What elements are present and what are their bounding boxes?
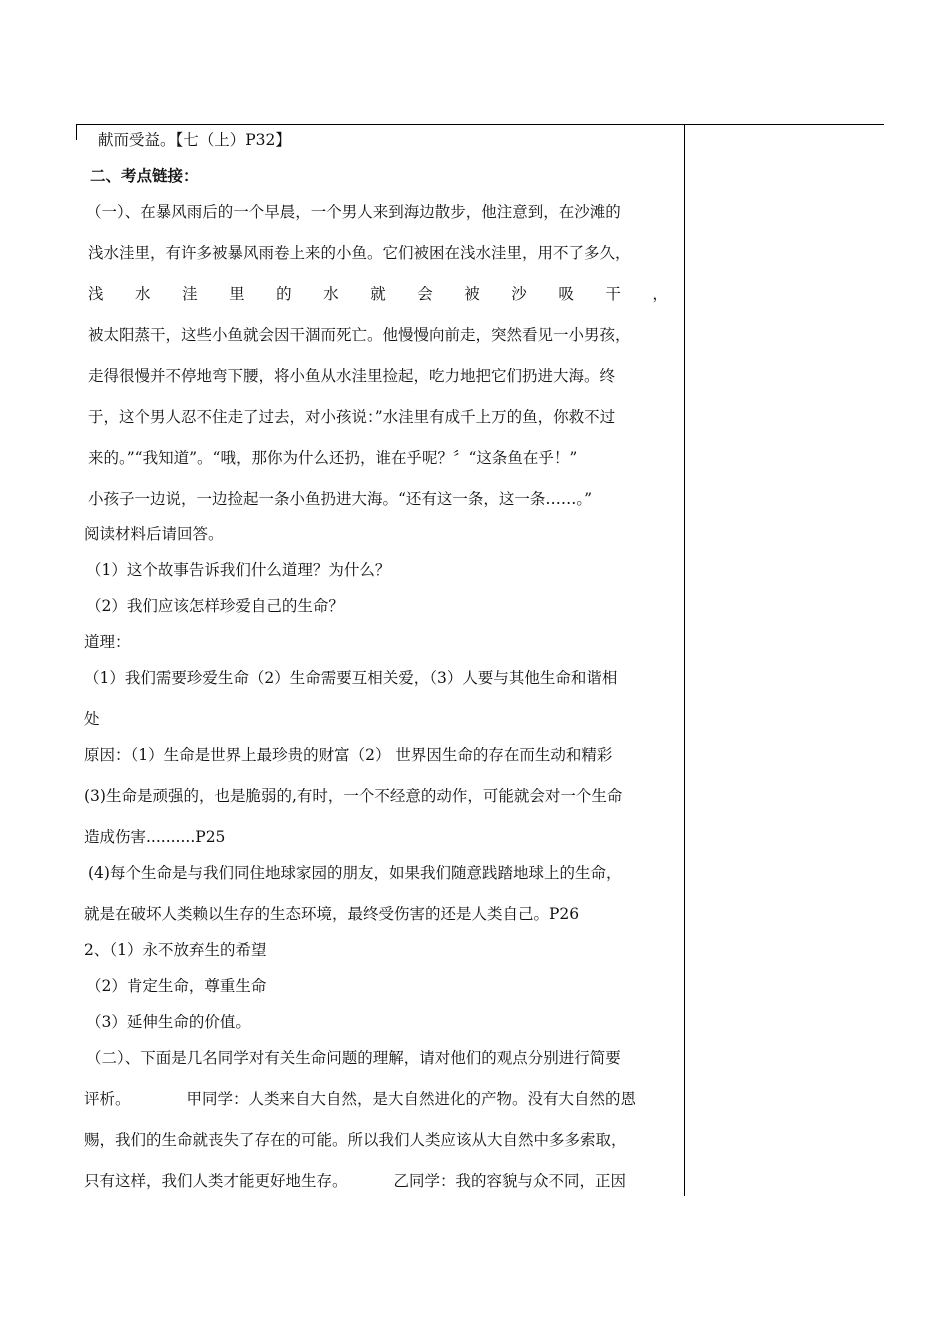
spread-char-1: 水	[135, 285, 151, 303]
spread-char-0: 浅	[88, 285, 104, 303]
spread-char-7: 会	[417, 285, 433, 303]
passage-line-8: 小孩子一边说，一边捡起一条小鱼扔进大海。“还有这一条，这一条……。”	[88, 490, 593, 508]
answer-reason-line-1: 原因：（1）生命是世界上最珍贵的财富（2） 世界因生命的存在而生动和精彩	[84, 746, 613, 764]
text-line-1: 献而受益。【七（上）P32】	[98, 131, 291, 149]
spread-char-5: 水	[323, 285, 339, 303]
section-2-line-2	[84, 1089, 678, 1109]
spread-char-12: ，	[652, 285, 668, 303]
section-2-line-4	[84, 1171, 678, 1191]
passage-line-5: 走得很慢并不停地弯下腰，将小鱼从水洼里捡起，吃力地把它们扔进大海。终	[88, 367, 616, 385]
answer-reason-line-2: (3)生命是顽强的，也是脆弱的,有时，一个不经意的动作，可能就会对一个生命	[84, 787, 623, 805]
answer-2-line-1: 2、（1）永不放弃生的希望	[84, 941, 267, 959]
passage-line-3-justified	[88, 284, 668, 304]
table-left-border	[76, 124, 77, 140]
section-2-line-1: （二）、下面是几名同学对有关生命问题的理解，请对他们的观点分别进行简要	[86, 1049, 621, 1067]
table-column-divider	[684, 124, 685, 1196]
section-2-line-3: 赐，我们的生命就丧失了存在的可能。所以我们人类应该从大自然中多多索取，	[84, 1131, 627, 1149]
passage-line-6: 于，这个男人忍不住走了过去，对小孩说：”水洼里有成千上万的鱼，你救不过	[88, 408, 616, 426]
spread-char-9: 沙	[511, 285, 527, 303]
instruction-read-and-answer: 阅读材料后请回答。	[84, 525, 224, 543]
table-top-border	[76, 124, 884, 125]
answer-2-line-2: （2）肯定生命，尊重生命	[86, 977, 267, 995]
spread-char-4: 的	[276, 285, 292, 303]
passage-line-2: 浅水洼里，有许多被暴风雨卷上来的小鱼。它们被困在浅水洼里，用不了多久，	[88, 244, 631, 262]
answer-line-2: 处	[84, 710, 100, 728]
section-2-line-4b: 乙同学：我的容貌与众不同，正因	[393, 1172, 627, 1190]
passage-line-1: （一）、在暴风雨后的一个早晨，一个男人来到海边散步，他注意到，在沙滩的	[86, 203, 621, 221]
answer-reason-line-3: 造成伤害..........P25	[84, 828, 226, 846]
spread-char-2: 洼	[182, 285, 198, 303]
section-heading-exam-links: 二、考点链接：	[90, 166, 199, 185]
answer-reason-line-5: 就是在破坏人类赖以生存的生态环境，最终受伤害的还是人类自己。P26	[84, 905, 580, 923]
passage-line-4: 被太阳蒸干，这些小鱼就会因干涸而死亡。他慢慢向前走，突然看见一小男孩，	[88, 326, 631, 344]
section-2-line-2a: 评析。	[84, 1090, 131, 1108]
answer-line-1: （1）我们需要珍爱生命（2）生命需要互相关爱，（3）人要与其他生命和谐相	[84, 669, 618, 687]
spread-char-3: 里	[229, 285, 245, 303]
spread-char-10: 吸	[558, 285, 574, 303]
question-1: （1）这个故事告诉我们什么道理？为什么？	[86, 561, 391, 579]
section-2-line-4a: 只有这样，我们人类才能更好地生存。	[84, 1172, 348, 1190]
passage-line-7: 来的。”“我知道”。“哦，那你为什么还扔，谁在乎呢？〞“这条鱼在乎！”	[88, 449, 578, 467]
spread-char-6: 就	[370, 285, 386, 303]
answer-2-line-3: （3）延伸生命的价值。	[86, 1013, 251, 1031]
spread-char-8: 被	[464, 285, 480, 303]
question-2: （2）我们应该怎样珍爱自己的生命？	[86, 597, 344, 615]
answer-heading-reasoning: 道理：	[84, 633, 131, 651]
section-2-line-2b: 甲同学：人类来自大自然，是大自然进化的产物。没有大自然的恩	[186, 1090, 637, 1108]
spread-char-11: 干	[605, 285, 621, 303]
answer-reason-line-4: (4)每个生命是与我们同住地球家园的朋友，如果我们随意践踏地球上的生命，	[88, 864, 622, 882]
